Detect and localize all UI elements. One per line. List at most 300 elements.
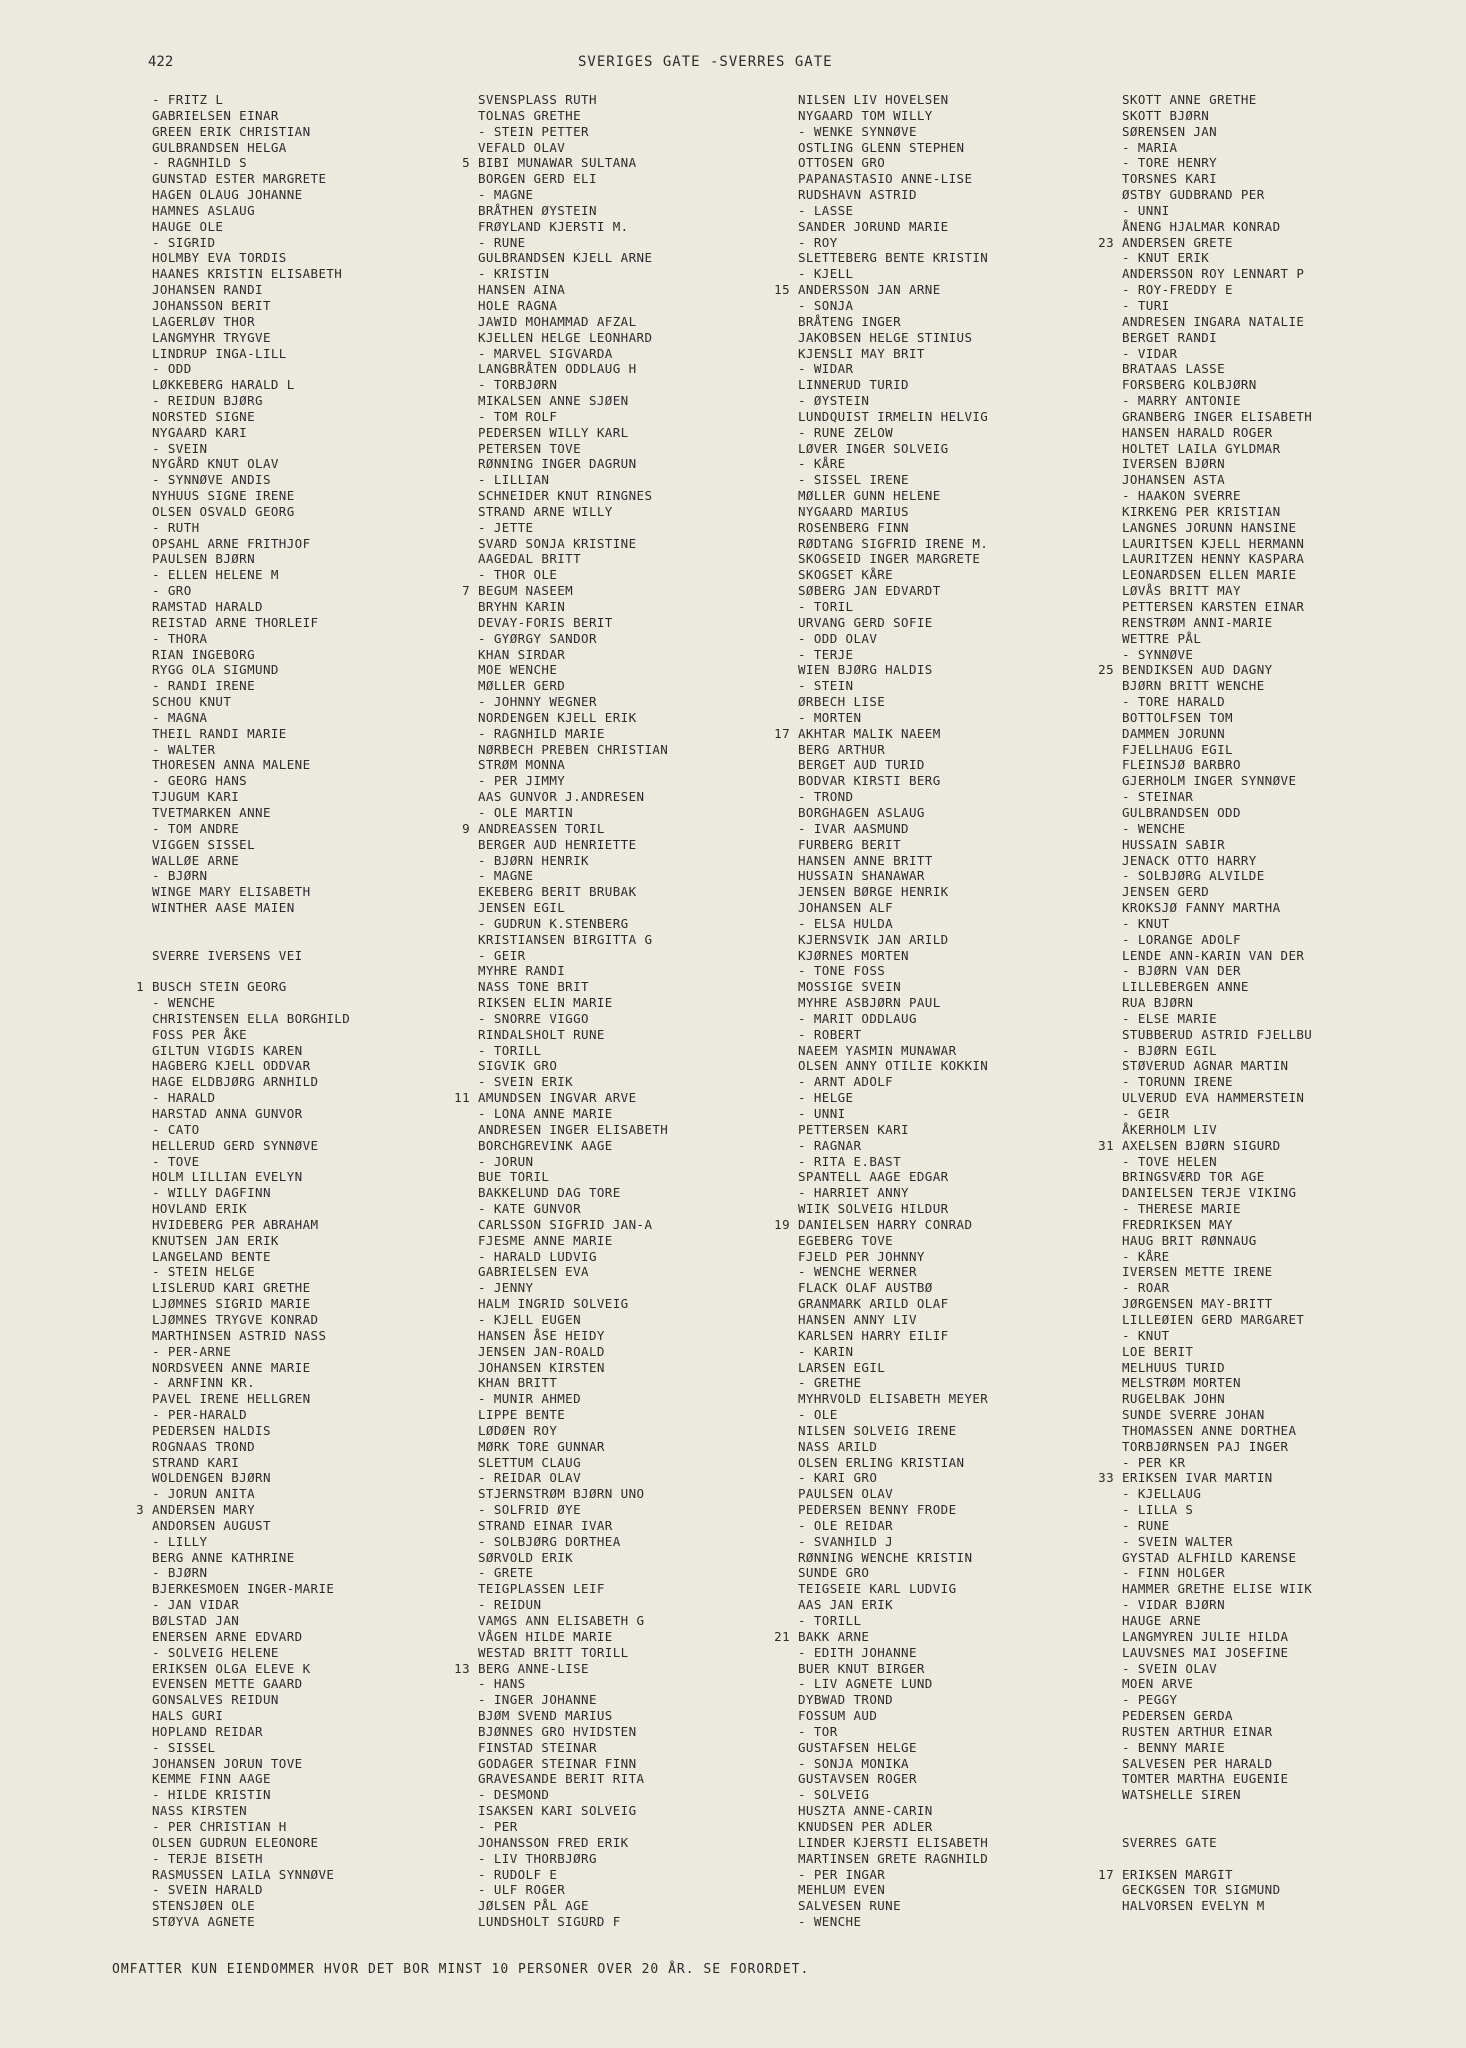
resident-name: DYBWAD TROND <box>798 1692 894 1708</box>
list-item <box>798 1724 988 1740</box>
list-item <box>478 1312 668 1328</box>
resident-name: FREDRIKSEN MAY <box>1122 1216 1233 1232</box>
resident-name: - MARIA <box>1122 139 1178 155</box>
resident-name: WINGE MARY ELISABETH <box>152 884 311 900</box>
list-item <box>478 1819 668 1835</box>
list-item <box>152 916 350 932</box>
list-item <box>152 900 350 916</box>
resident-name: - GEORG HANS <box>152 773 248 789</box>
list-item <box>152 1106 350 1122</box>
list-item <box>798 948 988 964</box>
resident-name: JOHANSEN RANDI <box>152 282 263 298</box>
list-item <box>478 1169 668 1185</box>
list-item <box>798 551 988 567</box>
resident-name: - SVANHILD J <box>798 1533 894 1549</box>
list-item <box>478 1803 668 1819</box>
list-item <box>478 1502 668 1518</box>
resident-name: AAS JAN ERIK <box>798 1597 894 1613</box>
list-item <box>798 1835 988 1851</box>
list-item <box>478 520 668 536</box>
list-item <box>478 1708 668 1724</box>
resident-name: RIKSEN ELIN MARIE <box>478 995 613 1011</box>
resident-name: JOHANSEN ALF <box>798 900 894 916</box>
resident-name: - STEIN <box>798 678 854 694</box>
resident-name: ERIKSEN IVAR MARTIN <box>1122 1470 1273 1486</box>
resident-name: - KARIN <box>798 1343 854 1359</box>
resident-name: - TOM ROLF <box>478 408 558 424</box>
list-item <box>1122 1597 1312 1613</box>
list-item <box>478 1597 668 1613</box>
resident-name: MOSSIGE SVEIN <box>798 979 902 995</box>
resident-name: - SONJA <box>798 297 854 313</box>
list-item <box>152 393 350 409</box>
list-item <box>152 346 350 362</box>
resident-name: - BJØRN <box>152 868 208 884</box>
resident-name: - SVEIN WALTER <box>1122 1533 1233 1549</box>
list-item <box>798 1375 988 1391</box>
list-item <box>478 1280 668 1296</box>
list-item <box>798 900 988 916</box>
column-1 <box>136 92 351 1930</box>
resident-name: BIBI MUNAWAR SULTANA <box>478 155 637 171</box>
resident-name: BERG ANNE-LISE <box>478 1660 589 1676</box>
resident-name: - KÅRE <box>1122 1248 1170 1264</box>
resident-name: HELLERUD GERD SYNNØVE <box>152 1137 319 1153</box>
list-item <box>1122 1375 1312 1391</box>
resident-name: - THORA <box>152 630 208 646</box>
resident-name: - OLE <box>798 1407 838 1423</box>
resident-name: - MAGNA <box>152 709 208 725</box>
resident-name: JOHANSSON FRED ERIK <box>478 1834 629 1850</box>
resident-name: VAMGS ANN ELISABETH G <box>478 1613 645 1628</box>
list-item <box>1122 1027 1312 1043</box>
resident-name: ANDERSEN MARY <box>152 1502 256 1518</box>
list-item <box>798 250 988 266</box>
resident-name: PEDERSEN HALDIS <box>152 1422 271 1438</box>
list-item <box>1122 1613 1312 1629</box>
resident-name: SPANTELL AAGE EDGAR <box>798 1169 949 1185</box>
list-item <box>798 567 988 583</box>
resident-name: BOTTOLFSEN TOM <box>1122 709 1233 725</box>
list-item <box>152 932 350 948</box>
list-item <box>152 409 350 425</box>
resident-name: BRÅTENG INGER <box>798 313 902 329</box>
list-item <box>798 1360 988 1376</box>
list-item <box>152 155 350 171</box>
list-item <box>1122 1344 1312 1360</box>
resident-name: SKOTT ANNE GRETHE <box>1122 92 1257 107</box>
list-item <box>1122 1819 1312 1835</box>
list-item <box>798 1898 988 1914</box>
resident-name: - CATO <box>152 1121 200 1137</box>
resident-name: SANDER JORUND MARIE <box>798 218 949 234</box>
list-item <box>478 647 668 663</box>
resident-name: STØVERUD AGNAR MARTIN <box>1122 1058 1289 1074</box>
resident-name: LANGELAND BENTE <box>152 1248 271 1264</box>
resident-name: - SOLVEIG HELENE <box>152 1644 279 1660</box>
resident-name: - RAGNHILD MARIE <box>478 725 605 741</box>
list-item <box>152 1328 350 1344</box>
resident-name: NYGÅRD KNUT OLAV <box>152 456 279 472</box>
list-item <box>798 203 988 219</box>
resident-name: - REIDUN <box>478 1597 542 1613</box>
list-item <box>1122 1233 1312 1249</box>
list-item <box>1122 599 1312 615</box>
list-item <box>798 1819 988 1835</box>
list-item <box>1122 1898 1312 1914</box>
resident-name: - GEIR <box>1122 1106 1170 1121</box>
resident-name: NAEEM YASMIN MUNAWAR <box>798 1042 957 1058</box>
list-item <box>1122 314 1312 330</box>
list-item <box>478 789 668 805</box>
list-item <box>798 488 988 504</box>
list-item <box>1122 1090 1312 1106</box>
resident-name: HAUGE OLE <box>152 218 224 234</box>
list-item <box>1122 900 1312 916</box>
list-item <box>454 1090 668 1106</box>
list-item <box>1122 1296 1312 1312</box>
resident-name: LJØMNES SIGRID MARIE <box>152 1296 311 1312</box>
list-item <box>798 155 988 171</box>
list-item <box>1122 330 1312 346</box>
resident-name: - PER <box>478 1818 518 1834</box>
list-item <box>152 757 350 773</box>
list-item <box>798 1692 988 1708</box>
list-item <box>774 725 988 742</box>
list-item <box>1122 187 1312 203</box>
list-item <box>152 1518 350 1534</box>
resident-name: - INGER JOHANNE <box>478 1692 597 1708</box>
resident-name: - JENNY <box>478 1280 534 1296</box>
resident-name: MOEN ARVE <box>1122 1676 1194 1692</box>
list-item <box>1122 1708 1312 1724</box>
resident-name: ULVERUD EVA HAMMERSTEIN <box>1122 1090 1305 1106</box>
resident-name: - OLE MARTIN <box>478 804 574 820</box>
list-item <box>798 1264 988 1280</box>
resident-name: DANIELSEN HARRY CONRAD <box>798 1216 973 1232</box>
resident-name: PAULSEN BJØRN <box>152 551 256 567</box>
resident-name: - MARRY ANTONIE <box>1122 393 1241 409</box>
house-number: 3 <box>136 1502 144 1518</box>
resident-name: PAPANASTASIO ANNE-LISE <box>798 171 973 187</box>
list-item <box>152 948 350 964</box>
resident-name: BJERKESMOEN INGER-MARIE <box>152 1581 335 1597</box>
list-item <box>152 1708 350 1724</box>
resident-name: - PER JIMMY <box>478 773 566 789</box>
resident-name: KIRKENG PER KRISTIAN <box>1122 503 1281 519</box>
list-item <box>478 393 668 409</box>
resident-name: HAGBERG KJELL ODDVAR <box>152 1058 311 1074</box>
list-item <box>1122 1581 1312 1597</box>
list-item <box>1122 1122 1312 1138</box>
resident-name: MYHRE RANDI <box>478 963 566 979</box>
resident-name: TORSNES KARI <box>1122 171 1218 187</box>
resident-name: ERIKSEN MARGIT <box>1122 1866 1233 1882</box>
list-item <box>798 631 988 647</box>
resident-name: - JOHNNY WEGNER <box>478 694 597 710</box>
resident-name: SCHNEIDER KNUT RINGNES <box>478 488 653 504</box>
resident-name: TEIGPLASSEN LEIF <box>478 1581 605 1597</box>
list-item <box>1122 219 1312 235</box>
resident-name: HUSSAIN SABIR <box>1122 836 1226 852</box>
house-number: 5 <box>462 155 470 171</box>
list-item <box>798 235 988 251</box>
resident-name: - MAGNE <box>478 187 534 203</box>
resident-name: - TORILL <box>478 1042 542 1058</box>
resident-name: AXELSEN BJØRN SIGURD <box>1122 1137 1281 1153</box>
list-item <box>152 599 350 615</box>
resident-name: NORDSVEEN ANNE MARIE <box>152 1359 311 1375</box>
list-item <box>152 1882 350 1898</box>
resident-name: BRATAAS LASSE <box>1122 361 1226 377</box>
resident-name: BORGHAGEN ASLAUG <box>798 804 925 820</box>
resident-name: WESTAD BRITT TORILL <box>478 1644 629 1660</box>
resident-name: ANDRESEN INGER ELISABETH <box>478 1121 669 1137</box>
resident-name: - TONE FOSS <box>798 963 886 979</box>
list-item <box>1122 567 1312 583</box>
list-item <box>798 1439 988 1455</box>
resident-name: - GRETHE <box>798 1375 862 1391</box>
resident-name: HOLMBY EVA TORDIS <box>152 250 287 266</box>
resident-name: STRAND ARNE WILLY <box>478 503 613 519</box>
list-item <box>1122 1249 1312 1265</box>
list-item <box>152 1169 350 1185</box>
list-item <box>798 409 988 425</box>
list-item <box>152 1867 350 1883</box>
list-item <box>1098 1137 1312 1154</box>
resident-name: RINDALSHOLT RUNE <box>478 1026 605 1042</box>
list-item <box>478 805 668 821</box>
list-item <box>798 1328 988 1344</box>
list-item <box>152 789 350 805</box>
resident-name: TOLNAS GRETHE <box>478 107 582 123</box>
resident-name: GONSALVES REIDUN <box>152 1692 279 1708</box>
resident-name: KHAN SIRDAR <box>478 646 566 662</box>
resident-name: - PER-ARNE <box>152 1343 232 1359</box>
resident-name: HOLE RAGNA <box>478 297 558 313</box>
resident-name: NYGAARD TOM WILLY <box>798 107 933 123</box>
house-number: 15 <box>774 282 790 298</box>
list-item <box>478 1043 668 1059</box>
resident-name: HANSEN HARALD ROGER <box>1122 424 1273 440</box>
resident-name: KNUDSEN PER ADLER <box>798 1818 933 1834</box>
list-item <box>152 1898 350 1914</box>
resident-name: RIAN INGEBORG <box>152 646 256 662</box>
list-item <box>798 377 988 393</box>
resident-name: ØRBECH LISE <box>798 694 886 710</box>
list-item <box>152 1360 350 1376</box>
list-item <box>152 1819 350 1835</box>
resident-name: SCHOU KNUT <box>152 694 232 710</box>
list-item <box>478 1740 668 1756</box>
list-item <box>478 979 668 995</box>
resident-name: - ROY <box>798 234 838 250</box>
list-item <box>152 678 350 694</box>
resident-name: - LIV THORBJØRG <box>478 1850 597 1866</box>
resident-name: PAVEL IRENE HELLGREN <box>152 1391 311 1407</box>
house-number: 21 <box>774 1628 790 1644</box>
list-item <box>152 1439 350 1455</box>
resident-name: - TOVE <box>152 1153 200 1169</box>
resident-name: - WENCHE <box>1122 820 1186 836</box>
list-item <box>798 821 988 837</box>
list-item <box>478 1011 668 1027</box>
resident-name: - FRITZ L <box>152 92 224 107</box>
list-item <box>152 1312 350 1328</box>
list-item <box>478 1249 668 1265</box>
list-item <box>152 1613 350 1629</box>
list-item <box>478 1296 668 1312</box>
resident-name: BENDIKSEN AUD DAGNY <box>1122 662 1273 678</box>
resident-name: STUBBERUD ASTRID FJELLBU <box>1122 1026 1313 1042</box>
list-item <box>798 1043 988 1059</box>
resident-name: - WILLY DAGFINN <box>152 1185 271 1201</box>
list-item <box>152 1550 350 1566</box>
list-item <box>798 456 988 472</box>
list-item <box>1122 805 1312 821</box>
resident-name: - SIGRID <box>152 234 216 250</box>
resident-name: LINNERUD TURID <box>798 377 909 393</box>
list-item <box>1122 789 1312 805</box>
resident-name: ÅKERHOLM LIV <box>1122 1121 1218 1137</box>
resident-name: IVERSEN BJØRN <box>1122 456 1226 472</box>
list-item <box>1122 837 1312 853</box>
resident-name: TOMTER MARTHA EUGENIE <box>1122 1771 1289 1787</box>
list-item <box>798 1169 988 1185</box>
list-item <box>478 250 668 266</box>
resident-name: - UNNI <box>1122 202 1170 218</box>
resident-name: GRANBERG INGER ELISABETH <box>1122 408 1313 424</box>
resident-name: FLEINSJØ BARBRO <box>1122 757 1241 773</box>
list-item <box>1122 1724 1312 1740</box>
list-item <box>478 361 668 377</box>
resident-name: - REIDUN BJØRG <box>152 393 263 409</box>
list-item <box>152 1851 350 1867</box>
resident-name: VÅGEN HILDE MARIE <box>478 1628 613 1644</box>
list-item <box>798 1787 988 1803</box>
resident-name: ERIKSEN OLGA ELEVE K <box>152 1660 311 1676</box>
resident-name: DANIELSEN TERJE VIKING <box>1122 1185 1297 1201</box>
resident-name: - TOR <box>798 1723 838 1739</box>
list-item <box>798 124 988 140</box>
resident-name: - VIDAR <box>1122 345 1178 361</box>
resident-name: - RUNE ZELOW <box>798 424 894 440</box>
list-item <box>798 330 988 346</box>
resident-name: KARLSEN HARRY EILIF <box>798 1327 949 1343</box>
resident-name: - ODD <box>152 361 192 377</box>
resident-name: HANSEN ÅSE HEIDY <box>478 1327 605 1343</box>
list-item <box>1122 1058 1312 1074</box>
resident-name: LARSEN EGIL <box>798 1359 886 1375</box>
page-title: SVERIGES GATE -SVERRES GATE <box>578 54 833 70</box>
resident-name: LANGNES JORUNN HANSINE <box>1122 519 1297 535</box>
resident-name: - THERESE MARIE <box>1122 1201 1241 1217</box>
resident-name: - WALTER <box>152 741 216 757</box>
list-item <box>798 1423 988 1439</box>
resident-name: TJUGUM KARI <box>152 789 240 805</box>
resident-name: FJESME ANNE MARIE <box>478 1232 613 1248</box>
resident-name: - RANDI IRENE <box>152 678 256 694</box>
list-item <box>1122 250 1312 266</box>
list-item <box>1122 92 1312 108</box>
resident-name: ISAKSEN KARI SOLVEIG <box>478 1803 637 1819</box>
resident-name: SVARD SONJA KRISTINE <box>478 535 637 551</box>
resident-name: JENSEN GERD <box>1122 884 1210 900</box>
list-item <box>152 1787 350 1803</box>
list-item <box>1098 662 1312 678</box>
list-item <box>152 472 350 488</box>
house-number: 19 <box>774 1216 790 1232</box>
list-item <box>798 1565 988 1581</box>
list-item <box>774 1628 988 1645</box>
resident-name: - KÅRE <box>798 456 846 472</box>
list-item <box>1122 979 1312 995</box>
list-item <box>478 1423 668 1439</box>
list-item <box>152 821 350 837</box>
resident-name: - LILLY <box>152 1533 208 1549</box>
resident-name: - KARI GRO <box>798 1470 878 1486</box>
resident-name: DEVAY-FORIS BERIT <box>478 614 613 630</box>
resident-name: - LORANGE ADOLF <box>1122 931 1241 947</box>
resident-name: RØNNING INGER DAGRUN <box>478 456 637 472</box>
list-item <box>798 932 988 948</box>
resident-name: - GEIR <box>478 947 526 963</box>
resident-name: - RUDOLF E <box>478 1866 558 1882</box>
list-item <box>478 1867 668 1883</box>
list-item <box>1122 266 1312 282</box>
resident-name: - TORUNN IRENE <box>1122 1074 1233 1090</box>
resident-name: ØSTBY GUDBRAND PER <box>1122 187 1265 203</box>
list-item <box>152 1771 350 1787</box>
list-item <box>478 963 668 979</box>
resident-name: SVERRE IVERSENS VEI <box>152 947 303 963</box>
list-item <box>798 1882 988 1898</box>
resident-name: - THOR OLE <box>478 567 558 583</box>
resident-name: - PER-HARALD <box>152 1407 248 1423</box>
list-item <box>798 1486 988 1502</box>
resident-name: MARTHINSEN ASTRID NASS <box>152 1327 327 1343</box>
list-item <box>798 298 988 314</box>
list-item <box>798 1391 988 1407</box>
resident-name: MARTINSEN GRETE RAGNHILD <box>798 1850 989 1866</box>
list-item <box>152 1217 350 1233</box>
resident-name: SVENSPLASS RUTH <box>478 92 597 107</box>
list-item <box>1122 1455 1312 1471</box>
list-item <box>152 662 350 678</box>
resident-name: LINDER KJERSTI ELISABETH <box>798 1834 989 1850</box>
resident-name: MELHUUS TURID <box>1122 1359 1226 1375</box>
resident-name: - LILLA S <box>1122 1502 1194 1518</box>
resident-name: - ROY-FREDDY E <box>1122 282 1233 298</box>
resident-name: - ELLEN HELENE M <box>152 567 279 583</box>
resident-name: - TERJE <box>798 646 854 662</box>
resident-name: - JAN VIDAR <box>152 1597 240 1613</box>
list-item <box>478 1565 668 1581</box>
list-item <box>478 662 668 678</box>
list-item <box>1122 124 1312 140</box>
list-item <box>798 1740 988 1756</box>
list-item <box>152 1597 350 1613</box>
list-item <box>1122 631 1312 647</box>
resident-name: KJERNSVIK JAN ARILD <box>798 931 949 947</box>
list-item <box>478 203 668 219</box>
list-item <box>152 441 350 457</box>
resident-name: VIGGEN SISSEL <box>152 836 256 852</box>
list-item <box>798 1122 988 1138</box>
resident-name: HALS GURI <box>152 1708 224 1724</box>
resident-name: GODAGER STEINAR FINN <box>478 1755 637 1771</box>
list-item <box>798 995 988 1011</box>
